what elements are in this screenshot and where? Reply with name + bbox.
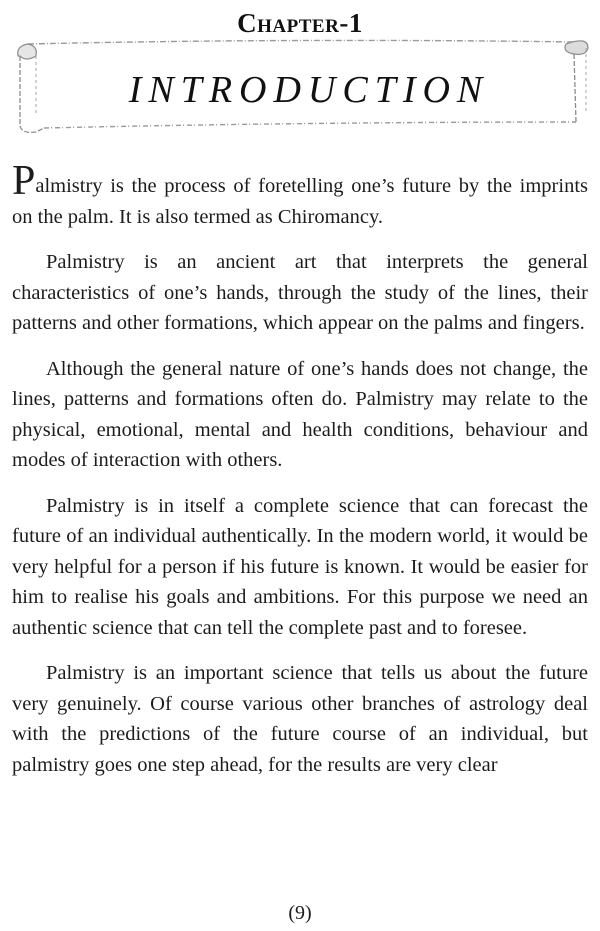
chapter-title: INTRODUCTION xyxy=(128,69,490,111)
chapter-body xyxy=(12,158,588,795)
page-number: (9) xyxy=(288,902,312,924)
paragraph-3: Although the general nature of one’s hands does not change, the lines, patterns and formations often do. Palmistry may relate to the physical, emotional, mental and health conditions, behaviour and modes of interaction with others. xyxy=(12,357,588,471)
paragraph-1-text: almistry is the process of foretelling one’s future by the imprints on the palm. It is also termed as Chiromancy. xyxy=(12,175,588,228)
paragraph-5: Palmistry is an important science that tells us about the future very genuinely. Of course various other branches of astrology deal with the predictions of the future course of an individual, but palmistry goes one step ahead, for the results are very clear xyxy=(12,662,588,776)
drop-cap: P xyxy=(12,158,36,204)
paragraph-2: Palmistry is an ancient art that interprets the general characteristics of one’s hands, through the study of the lines, their patterns and other formations, which appear on the palms and fingers. xyxy=(12,251,588,334)
chapter-label: Chapter-1 xyxy=(237,8,363,38)
paragraph-4: Palmistry is in itself a complete science that can forecast the future of an individual authentically. In the modern world, it would be very helpful for a person if his future is known. It would be easier for him to realise his goals and ambitions. For this purpose we need an authentic science that can tell the complete past and to foresee. xyxy=(12,494,588,639)
scroll-banner xyxy=(14,34,590,138)
paragraph-1 xyxy=(12,158,588,232)
